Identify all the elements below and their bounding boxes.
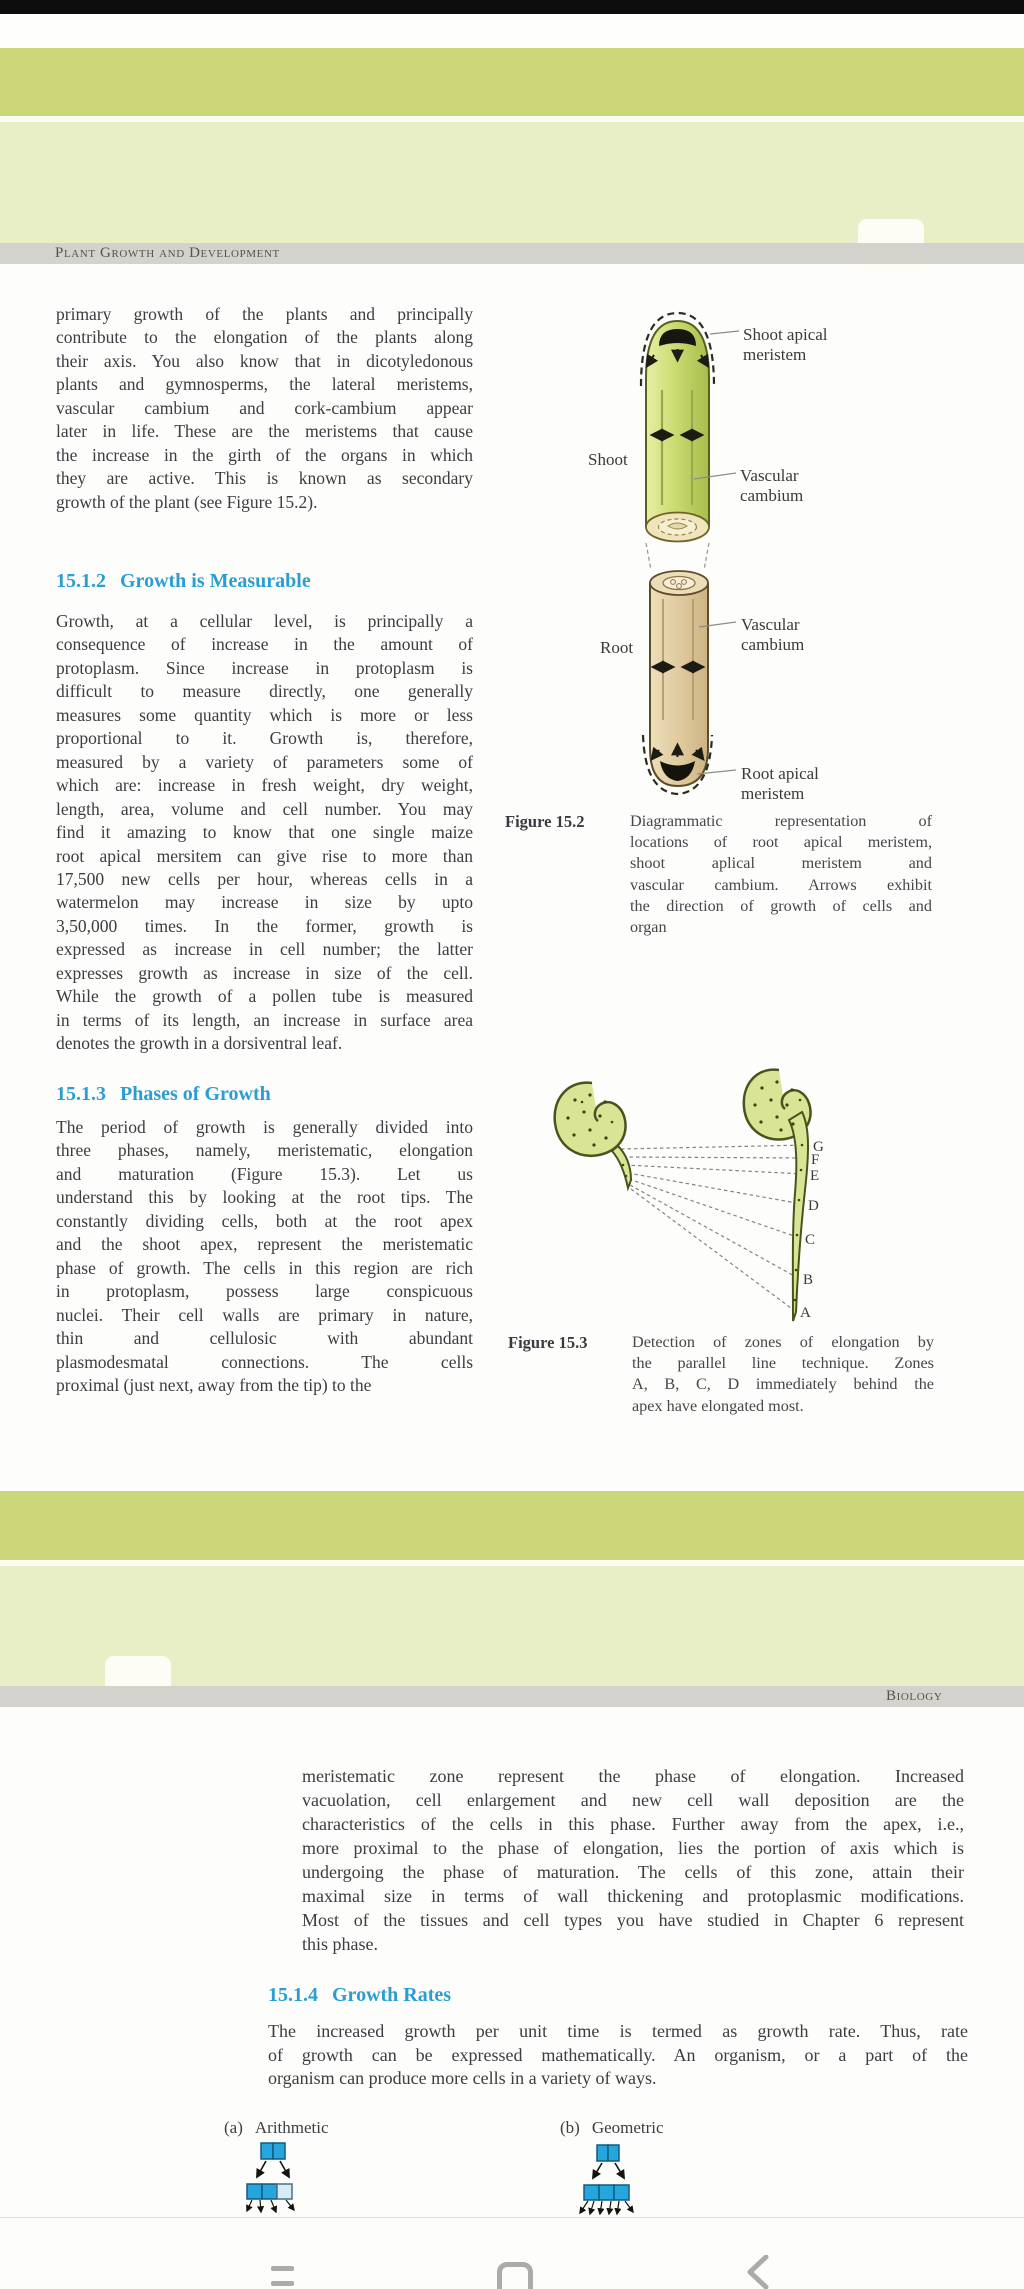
- zone-label-C: C: [805, 1232, 816, 1248]
- division-arrow: [590, 2201, 594, 2214]
- vascular-cambium-label: Vascular: [741, 615, 800, 634]
- vascular-cambium-label: Vascular: [740, 466, 799, 485]
- zone-label-E: E: [810, 1168, 820, 1184]
- cell-blue: [273, 2143, 285, 2159]
- growth-type-b-label: [560, 2118, 664, 2138]
- cell-blue: [584, 2185, 599, 2200]
- text-line: The increased growth per unit time is termed as growth rate. Thus, rate: [268, 2021, 968, 2041]
- text-line: protoplasm. Since increase in protoplasm is: [56, 657, 473, 678]
- caption-line: vascular cambium. Arrows exhibit: [630, 875, 932, 894]
- section-heading-15-1-3: [56, 1083, 271, 1106]
- caption-line: A, B, C, D immediately behind the: [632, 1375, 934, 1394]
- text-line: characteristics of the cells in this phase. Further away from the apex, i.e.,: [302, 1814, 964, 1834]
- text-line: the increase in the girth of the organs in which: [56, 444, 473, 465]
- page-242-header-bar: [0, 1686, 1024, 1707]
- division-arrow: [280, 2161, 289, 2177]
- text-line: length, area, volume and cell number. You may: [56, 798, 473, 819]
- text-line: more proximal to the phase of elongation, lies the portion of axis which is: [302, 1838, 964, 1858]
- zone-label-A: A: [800, 1305, 811, 1321]
- top-white-band: [0, 14, 1024, 48]
- growth-type-a-label: [224, 2118, 329, 2138]
- text-line: Most of the tissues and cell types you have studied in Chapter 6 represent: [302, 1910, 964, 1930]
- figure-15-3-diagram: [490, 1050, 930, 1340]
- text-line: expressed as increase in cell number; the latter: [56, 939, 473, 960]
- caption-line: Detection of zones of elongation by: [632, 1333, 934, 1351]
- shoot-label: Shoot: [588, 450, 628, 469]
- division-arrow: [617, 2201, 619, 2214]
- zone-label-F: F: [811, 1152, 820, 1168]
- seedling-root: [612, 1146, 631, 1188]
- text-line: of growth can be expressed mathematically. An organism, or a part of the: [268, 2044, 968, 2065]
- section-title: Growth is Measurable: [120, 570, 311, 592]
- page-242-running-head: Biology: [886, 1688, 943, 1704]
- list-tag: (b): [560, 2118, 580, 2137]
- zone-label-D: D: [808, 1198, 819, 1214]
- parallel-line-D: [628, 1173, 802, 1204]
- seedling-root: [789, 1112, 808, 1321]
- cell-blue: [597, 2145, 608, 2161]
- cell-blue: [262, 2184, 277, 2199]
- division-arrow: [260, 2200, 261, 2212]
- top-olive-band: [0, 48, 1024, 116]
- root-apical-meristem-label: meristem: [741, 784, 805, 803]
- parallel-line-B: [630, 1185, 798, 1278]
- text-line: later in life. These are the meristems that cause: [56, 421, 473, 442]
- figure-15-2-caption: [630, 811, 932, 938]
- text-line: 3,50,000 times. In the former, growth is: [56, 915, 473, 936]
- section-number: 15.1.3: [56, 1083, 106, 1105]
- zone-label-G: G: [813, 1139, 824, 1155]
- text-line: difficult to measure directly, one generally: [56, 681, 473, 702]
- paragraph-241-1: [56, 303, 473, 514]
- cell-blue: [261, 2143, 273, 2159]
- text-line: vacuolation, cell enlargement and new cell wall deposition are the: [302, 1790, 964, 1810]
- paragraph-241-2: [56, 610, 473, 1056]
- text-line: growth of the plant (see Figure 15.2).: [56, 491, 318, 512]
- division-arrow: [625, 2201, 633, 2212]
- caption-line: shoot aplical meristem and: [630, 854, 932, 873]
- text-line: organism can produce more cells in a variety of ways.: [268, 2068, 657, 2088]
- section-number: 15.1.2: [56, 570, 106, 592]
- root-cross-section-inner: [663, 577, 695, 590]
- section-number: 15.1.4: [268, 1984, 318, 2006]
- section-heading-15-1-4: [268, 1984, 451, 2007]
- text-line: denotes the growth in a dorsiventral leaf.: [56, 1033, 343, 1054]
- guide-dashed-line: [704, 543, 709, 570]
- zone-label-B: B: [803, 1272, 814, 1288]
- text-line: three phases, namely, meristematic, elongation: [56, 1140, 473, 1161]
- shoot-apical-meristem-label: Shoot apical: [743, 325, 828, 344]
- text-line: in protoplasm, possess large conspicuous: [56, 1281, 473, 1302]
- root-label: Root: [600, 638, 634, 657]
- growth-type-name: Geometric: [591, 2118, 664, 2137]
- parallel-line-A: [631, 1189, 795, 1311]
- text-line: their axis. You also know that in dicotyledonous: [56, 350, 473, 371]
- cell-blue: [599, 2185, 614, 2200]
- section-title: Phases of Growth: [120, 1083, 271, 1105]
- text-line: proximal (just next, away from the tip) to the: [56, 1374, 372, 1395]
- text-line: thin and cellulosic with abundant: [56, 1328, 473, 1349]
- text-line: understand this by looking at the root tips. The: [56, 1187, 473, 1208]
- text-line: primary growth of the plants and principally: [56, 304, 473, 324]
- page-241-running-head: Plant Growth and Development: [55, 245, 280, 261]
- cell-pale: [277, 2184, 292, 2199]
- arithmetic-growth-diagram: [238, 2140, 358, 2218]
- division-arrow: [257, 2161, 266, 2177]
- paragraph-242-1: [302, 1764, 964, 1956]
- text-line: this phase.: [302, 1934, 378, 1954]
- paragraph-241-3: [56, 1116, 473, 1397]
- shoot-apical-meristem-label: meristem: [743, 345, 807, 364]
- figure-15-3-caption-label: Figure 15.3: [508, 1333, 588, 1352]
- text-line: plants and gymnosperms, the lateral meristems,: [56, 374, 473, 395]
- guide-dashed-line: [646, 543, 651, 570]
- text-line: expresses growth as increase in size of the cell.: [56, 962, 473, 983]
- vascular-cambium-label: cambium: [741, 635, 805, 654]
- text-line: While the growth of a pollen tube is measured: [56, 986, 473, 1007]
- content-divider: [0, 2217, 1024, 2218]
- text-line: undergoing the phase of maturation. The cells of this zone, attain their: [302, 1862, 964, 1882]
- text-line: maximal size in terms of wall thickening and protoplasmic modifications.: [302, 1886, 964, 1906]
- caption-line: apex have elongated most.: [632, 1396, 804, 1415]
- cell-blue: [247, 2184, 262, 2199]
- back-icon[interactable]: [742, 2255, 772, 2289]
- figure-15-3-caption: [632, 1332, 934, 1417]
- text-line: vascular cambium and cork-cambium appear: [56, 397, 473, 418]
- caption-line: locations of root apical meristem,: [630, 833, 932, 852]
- division-arrow: [580, 2201, 588, 2213]
- root-apical-meristem-label: Root apical: [741, 764, 819, 783]
- caption-line: Diagrammatic representation of: [630, 812, 932, 830]
- text-line: watermelon may increase in size by upto: [56, 892, 473, 913]
- parallel-line-G: [621, 1145, 807, 1149]
- division-arrow: [593, 2163, 602, 2178]
- text-line: 17,500 new cells per hour, whereas cells in a: [56, 868, 473, 889]
- division-arrow: [600, 2201, 602, 2214]
- cell-blue: [614, 2185, 629, 2200]
- text-line: root apical mersitem can give rise to more than: [56, 845, 473, 866]
- caption-line: organ: [630, 918, 667, 937]
- label-leader-line: [710, 331, 739, 334]
- division-arrow: [609, 2201, 611, 2214]
- text-line: plasmodesmatal connections. The cells: [56, 1351, 473, 1372]
- mid-olive-band: [0, 1491, 1024, 1560]
- text-line: and maturation (Figure 15.3). Let us: [56, 1163, 473, 1184]
- division-arrow: [286, 2200, 294, 2210]
- text-line: contribute to the elongation of the plants along: [56, 327, 473, 348]
- text-line: nuclei. Their cell walls are primary in nature,: [56, 1304, 473, 1325]
- text-line: which are: increase in fresh weight, dry weight,: [56, 775, 473, 796]
- home-icon[interactable]: [497, 2262, 533, 2289]
- parallel-line-E: [625, 1165, 804, 1174]
- cell-blue: [608, 2145, 619, 2161]
- paragraph-242-2: [268, 2020, 968, 2091]
- section-title: Growth Rates: [332, 1984, 452, 2006]
- division-arrow: [271, 2200, 276, 2212]
- text-line: proportional to it. Growth is, therefore,: [56, 728, 473, 749]
- text-line: and the shoot apex, represent the meristematic: [56, 1234, 473, 1255]
- text-line: The period of growth is generally divided into: [56, 1117, 473, 1137]
- figure-15-2-caption-label: Figure 15.2: [505, 812, 585, 831]
- text-line: constantly dividing cells, both at the root apex: [56, 1210, 473, 1231]
- text-line: they are active. This is known as secondary: [56, 468, 473, 489]
- caption-line: the parallel line technique. Zones: [632, 1354, 934, 1373]
- vascular-cambium-label: cambium: [740, 486, 804, 505]
- growth-type-name: Arithmetic: [254, 2118, 329, 2137]
- parallel-line-F: [623, 1157, 805, 1158]
- text-line: measures some quantity which is more or less: [56, 704, 473, 725]
- list-tag: (a): [224, 2118, 243, 2137]
- text-line: find it amazing to know that one single maize: [56, 822, 473, 843]
- division-arrow: [615, 2163, 624, 2178]
- division-arrow: [247, 2200, 252, 2211]
- menu-icon[interactable]: [271, 2266, 294, 2289]
- section-heading-15-1-2: [56, 570, 311, 593]
- text-line: measured by a variety of parameters some of: [56, 751, 473, 772]
- text-line: Growth, at a cellular level, is principally a: [56, 611, 473, 631]
- text-line: phase of growth. The cells in this region are rich: [56, 1257, 473, 1278]
- status-bar: [0, 0, 1024, 14]
- text-line: meristematic zone represent the phase of elongation. Increased: [302, 1766, 964, 1786]
- geometric-growth-diagram: [573, 2140, 693, 2218]
- text-line: consequence of increase in the amount of: [56, 634, 473, 655]
- caption-line: the direction of growth of cells and: [630, 896, 932, 915]
- text-line: in terms of its length, an increase in surface area: [56, 1009, 473, 1030]
